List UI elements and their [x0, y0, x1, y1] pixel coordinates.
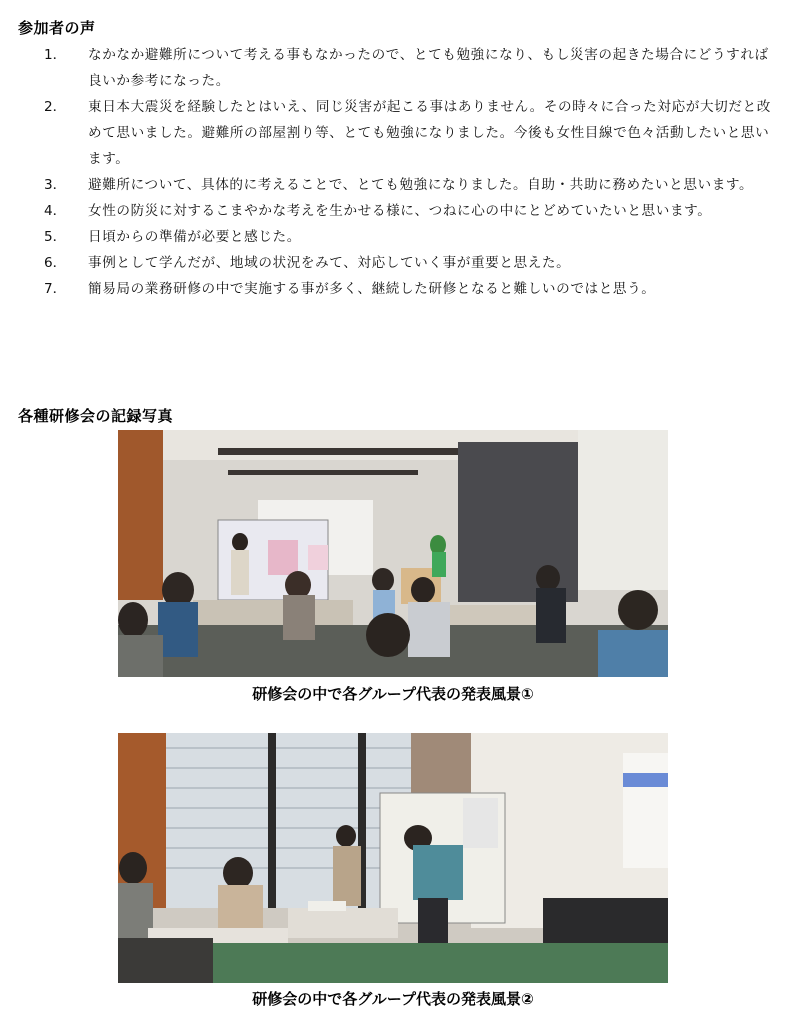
- item-text: なかなか避難所について考える事もなかったので、とても勉強になり、もし災害の起きた場合にどうすれば良いか参考になった。: [88, 47, 769, 89]
- seminar-photo-2-image: [118, 733, 668, 983]
- list-item: [44, 198, 774, 224]
- list-item: [44, 42, 774, 94]
- item-text: 避難所について、具体的に考えることで、とても勉強になりました。自助・共助に務めたいと思います。: [88, 177, 754, 193]
- list-item: [44, 172, 774, 198]
- item-text: 東日本大震災を経験したとはいえ、同じ災害が起こる事はありません。その時々に合った対応が大切だと改めて思いました。避難所の部屋割り等、とても勉強になりました。今後も女性目線で色々活動したいと思います。: [88, 99, 771, 167]
- item-text: 事例として学んだが、地域の状況をみて、対応していく事が重要と思えた。: [88, 255, 571, 271]
- photo-caption-2: 研修会の中で各グループ代表の発表風景②: [252, 990, 534, 1008]
- list-item: [44, 224, 774, 250]
- seminar-photo-1: [118, 430, 668, 677]
- item-number: 5．: [44, 229, 67, 245]
- item-text: 簡易局の業務研修の中で実施する事が多く、継続した研修となると難しいのではと思う。: [88, 281, 656, 297]
- item-number: 1．: [44, 47, 67, 63]
- participant-comments-list: [44, 42, 774, 302]
- section-title-voices: 参加者の声: [18, 19, 96, 37]
- seminar-photo-1-image: [118, 430, 668, 677]
- photo-caption-1: 研修会の中で各グループ代表の発表風景①: [252, 685, 534, 703]
- item-number: 6．: [44, 255, 67, 271]
- item-text: 女性の防災に対するこまやかな考えを生かせる様に、つねに心の中にとどめていたいと思います。: [88, 203, 712, 219]
- list-item: [44, 94, 774, 172]
- list-item: [44, 276, 774, 302]
- item-number: 7．: [44, 281, 67, 297]
- item-number: 2．: [44, 99, 67, 115]
- list-item: [44, 250, 774, 276]
- item-number: 4．: [44, 203, 67, 219]
- seminar-photo-2: [118, 733, 668, 983]
- item-text: 日頃からの準備が必要と感じた。: [88, 229, 301, 245]
- section-title-photos: 各種研修会の記録写真: [18, 407, 174, 425]
- item-number: 3．: [44, 177, 67, 193]
